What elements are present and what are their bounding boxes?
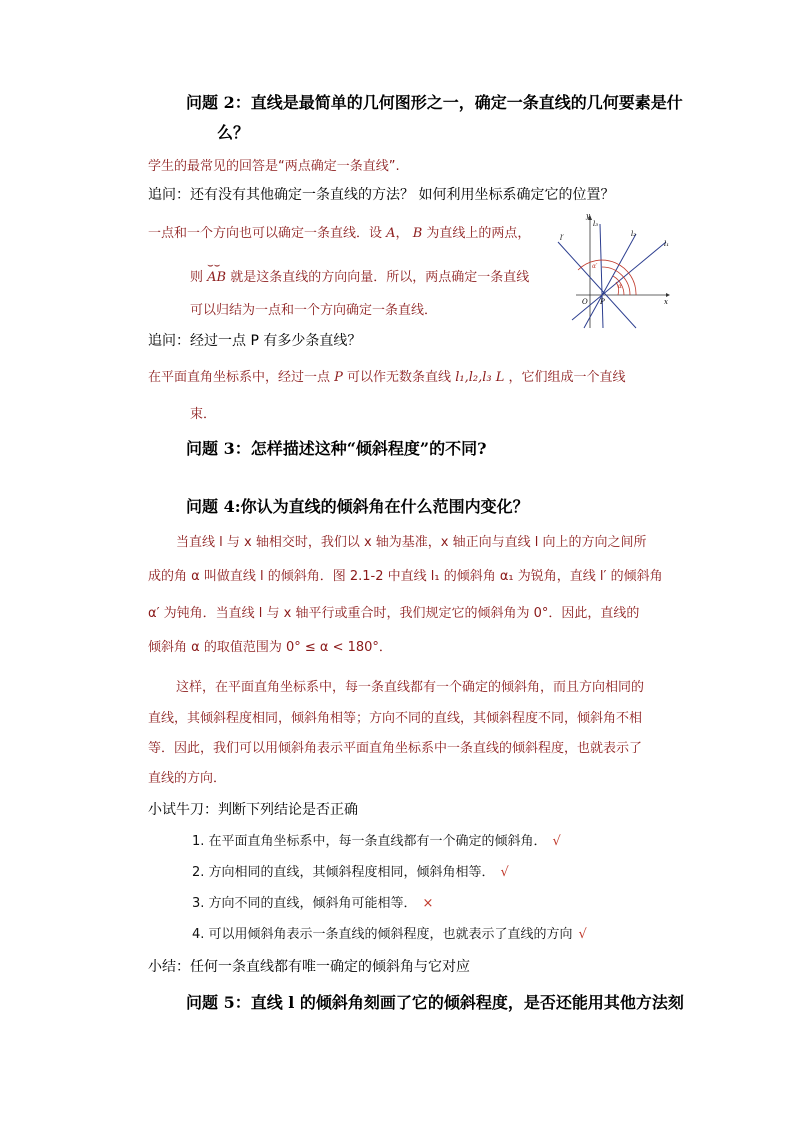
- l2-label: l₂: [631, 230, 637, 238]
- q2-explanation-4: [148, 366, 626, 385]
- expl2-tail: 就是这条直线的方向向量．所以，两点确定一条直线: [230, 270, 530, 285]
- cross-mark-icon: ×: [422, 896, 434, 911]
- angle-arc-3: [602, 267, 630, 295]
- q3-title: 问题 3：怎样描述这种“倾斜程度”的不同?: [186, 439, 487, 458]
- q2-explanation-1: 一点和一个方向也可以确定一条直线．设 A， B 为直线上的两点，: [148, 226, 531, 241]
- l-prime-label: l′: [560, 234, 564, 242]
- x-label: x: [664, 298, 668, 306]
- q2-title-cont: 么？: [217, 123, 250, 142]
- vector-ab: [207, 260, 227, 285]
- point-p: P: [334, 370, 343, 385]
- expl1-tail: 为直线上的两点，: [426, 226, 531, 241]
- quiz-item-text: 1. 在平面直角坐标系中，每一条直线都有一个确定的倾斜角．: [192, 834, 547, 849]
- y-label: y: [586, 212, 590, 220]
- q4-p1-line-1: 当直线 l 与 x 轴相交时，我们以 x 轴为基准，x 轴正向与直线 l 向上的方向之间所: [176, 535, 647, 550]
- point-p-label: P: [600, 298, 605, 306]
- alpha-prime-label: α′: [592, 263, 598, 270]
- alpha-label: α: [618, 283, 623, 290]
- vector-arrow-icon: ⌣⌣: [207, 260, 221, 271]
- q2-explanation-2: [190, 260, 530, 285]
- check-mark-icon: √: [552, 834, 561, 849]
- quiz-item-1: [192, 830, 561, 849]
- q2-title: 问题 2：直线是最简单的几何图形之一，确定一条直线的几何要素是什: [186, 93, 683, 112]
- q5-title: 问题 5：直线 l 的倾斜角刻画了它的倾斜程度，是否还能用其他方法刻: [186, 993, 684, 1012]
- q2-followup-1: 追问：还有没有其他确定一条直线的方法？ 如何利用坐标系确定它的位置？: [148, 187, 615, 203]
- quiz-item-2: [192, 861, 509, 880]
- expl4-mid: 可以作无数条直线: [347, 370, 452, 385]
- q2-explanation-4-cont: 束．: [190, 407, 217, 422]
- lines-list: l₁,l₂,l₃ L: [455, 370, 505, 385]
- q4-p1-line-3: α′ 为钝角．当直线 l 与 x 轴平行或重合时，我们规定它的倾斜角为 0°．因此，直线的: [148, 606, 640, 621]
- quiz-item-text: 2. 方向相同的直线，其倾斜程度相同，倾斜角相等．: [192, 865, 495, 880]
- quiz-summary: 小结：任何一条直线都有唯一确定的倾斜角与它对应: [148, 959, 470, 975]
- point-a: A: [386, 226, 396, 241]
- check-mark-icon: √: [578, 927, 587, 942]
- q4-p2-line-4: 直线的方向．: [148, 771, 227, 786]
- line-l3: [600, 224, 603, 328]
- quiz-item-4: [192, 923, 587, 942]
- l3-label: l₃: [593, 220, 599, 228]
- q4-p2-line-2: 直线，其倾斜程度相同，倾斜角相等；方向不同的直线，其倾斜程度不同，倾斜角不相: [148, 711, 643, 726]
- q2-explanation-3: 可以归结为一点和一个方向确定一条直线．: [190, 303, 438, 318]
- point-b: B: [412, 226, 423, 241]
- check-mark-icon: √: [500, 865, 509, 880]
- l1-label: l₁: [664, 240, 670, 248]
- vector-ab-label: AB: [207, 270, 227, 285]
- q4-p1-line-2: 成的角 α 叫做直线 l 的倾斜角．图 2.1-2 中直线 l₁ 的倾斜角 α₁ 为锐角，直线 l′ 的倾斜角: [148, 569, 663, 584]
- q4-p2-line-1: 这样，在平面直角坐标系中，每一条直线都有一个确定的倾斜角，而且方向相同的: [176, 680, 645, 695]
- quiz-item-text: 4. 可以用倾斜角表示一条直线的倾斜程度，也就表示了直线的方向: [192, 927, 573, 942]
- origin-label: O: [582, 298, 588, 306]
- q4-p1-line-4: 倾斜角 α 的取值范围为 0° ≤ α < 180°．: [148, 640, 392, 655]
- q2-followup-2: 追问：经过一点 P 有多少条直线？: [148, 333, 362, 349]
- expl4-pre: 在平面直角坐标系中，经过一点: [148, 370, 331, 385]
- expl4-tail: ，它们组成一个直线: [508, 370, 626, 385]
- x-axis-arrow-icon: [666, 293, 670, 297]
- line-l2: [584, 234, 636, 328]
- expl1-text: 一点和一个方向也可以确定一条直线．设: [148, 226, 383, 241]
- expl2-pre: 则: [190, 270, 204, 285]
- q2-answer: 学生的最常见的回答是“两点确定一条直线”.: [148, 159, 400, 174]
- inclination-angle-figure: [556, 212, 672, 330]
- angle-arc-4: [578, 260, 636, 295]
- quiz-item-text: 3. 方向不同的直线，倾斜角可能相等．: [192, 896, 417, 911]
- quiz-item-3: [192, 892, 433, 911]
- q4-p2-line-3: 等．因此，我们可以用倾斜角表示平面直角坐标系中一条直线的倾斜程度，也就表示了: [148, 741, 643, 756]
- q4-title: 问题 4:你认为直线的倾斜角在什么范围内变化？: [186, 497, 529, 516]
- quiz-title: 小试牛刀：判断下列结论是否正确: [148, 802, 358, 818]
